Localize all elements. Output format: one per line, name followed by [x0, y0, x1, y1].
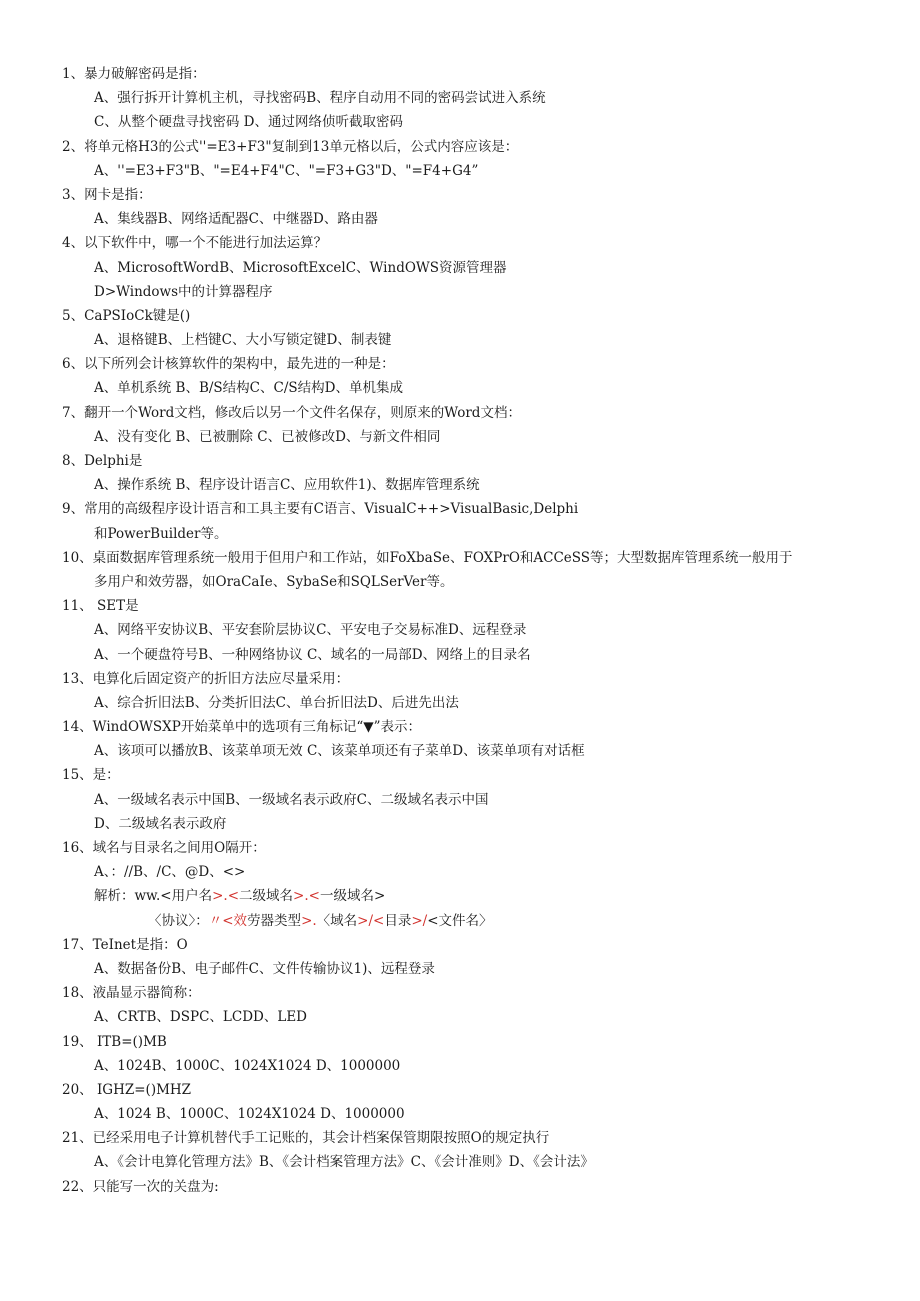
- analysis-line: [62, 884, 852, 908]
- highlight-segment: >/<: [357, 912, 385, 929]
- question-line: 9、常用的高级程序设计语言和工具主要有C语言、VisualC++>VisualBasic,Delphi: [62, 501, 579, 518]
- answer-options-line: A、MicrosoftWordB、MicrosoftExcelC、WindOWS资源管理器: [94, 259, 507, 276]
- answer-options-line: A、CRTB、DSPC、LCDD、LED: [94, 1009, 308, 1026]
- question-line: 10、桌面数据库管理系统一般用于但用户和工作站，如FoXbaSe、FOXPrO和ACCeSS等；大型数据库管理系统一般用于: [62, 549, 793, 566]
- answer-options-line: A、操作系统 B、程序设计语言C、应用软件1)、数据库管理系统: [94, 477, 480, 494]
- text-segment: 〈域名: [316, 912, 358, 929]
- answer-options-line: A、该项可以播放B、该菜单项无效 C、该菜单项还有子菜单D、该菜单项有对话框: [94, 743, 585, 760]
- highlight-segment: >.<: [212, 888, 240, 905]
- question-line: 13、电算化后固定资产的折旧方法应尽量采用：: [62, 670, 350, 687]
- question-line: 5、CaPSIoCk键是(): [62, 307, 191, 324]
- question-line: 15、是：: [62, 767, 120, 784]
- answer-options-line: A、集线器B、网络适配器C、中继器D、路由器: [94, 211, 378, 228]
- answer-options-line: D>Windows中的计算器程序: [94, 283, 273, 300]
- text-segment: 解析：ww.<用户名: [94, 888, 213, 905]
- answer-options-line: C、从整个硬盘寻找密码 D、通过网络侦听截取密码: [94, 114, 403, 131]
- highlight-segment: 〃<效: [208, 912, 248, 929]
- question-line: 1、暴力破解密码是指：: [62, 66, 206, 82]
- text-segment: <文件名〉: [427, 912, 493, 929]
- question-line: 14、WindOWSXP开始菜单中的选项有三角标记“▼”表示：: [62, 719, 422, 736]
- answer-options-line: A、1024 B、1000C、1024X1024 D、1000000: [94, 1106, 405, 1123]
- question-line: 4、以下软件中，哪一个不能进行加法运算？: [62, 235, 328, 252]
- highlight-segment: >.<: [293, 888, 320, 905]
- question-line: 18、液晶显示器简称：: [62, 985, 201, 1002]
- question-line: 21、已经采用电子计算机替代手工记账的，其会计档案保管期限按照O的规定执行: [62, 1130, 550, 1147]
- answer-options-line: A、退格键B、上档键C、大小写锁定键D、制表键: [94, 332, 392, 349]
- text-segment: 二级域名: [239, 888, 294, 905]
- answer-options-line: A、一级域名表示中国B、一级域名表示政府C、二级域名表示中国: [94, 791, 489, 808]
- answer-options-line: A、：//B、/C、@D、<>: [94, 864, 246, 881]
- text-segment: 一级域名>: [319, 888, 386, 905]
- question-line: 19、 ITB=()MB: [62, 1033, 167, 1050]
- question-line: 17、TeInet是指：O: [62, 936, 188, 953]
- highlight-segment: >.: [301, 912, 317, 929]
- question-line: 6、以下所列会计核算软件的架构中，最先进的一种是：: [62, 356, 395, 373]
- answer-options-line: D、二级域名表示政府: [94, 815, 227, 832]
- question-line: 7、翻开一个Word文档，修改后以另一个文件名保存，则原来的Word文档：: [62, 404, 521, 421]
- question-line: 20、 IGHZ=()MHZ: [62, 1081, 192, 1098]
- answer-options-line: A、单机系统 B、B/S结构C、C/S结构D、单机集成: [94, 380, 403, 397]
- text-segment: 〈协议〉：: [148, 912, 209, 929]
- answer-options-line: A、没有变化 B、已被删除 C、已被修改D、与新文件相同: [94, 428, 441, 445]
- text-segment: 目录: [384, 912, 412, 929]
- question-line: 2、将单元格H3的公式''=E3+F3"复制到13单元格以后，公式内容应该是：: [62, 138, 519, 155]
- question-line: 3、网卡是指：: [62, 186, 152, 203]
- answer-options-line: 和PowerBuilder等。: [94, 525, 228, 542]
- question-line: 11、 SET是: [62, 598, 139, 615]
- answer-options-line: A、综合折旧法B、分类折旧法C、单台折旧法D、后进先出法: [94, 694, 459, 711]
- answer-options-line: A、1024B、1000C、1024X1024 D、1000000: [94, 1057, 401, 1074]
- question-line: 16、域名与目录名之间用O隔开：: [62, 840, 266, 856]
- question-line: 22、只能写一次的关盘为:: [62, 1178, 219, 1195]
- question-line: 8、Delphi是: [62, 453, 143, 469]
- answer-options-line: A、一个硬盘符号B、一种网络协议 C、域名的一局部D、网络上的目录名: [94, 646, 531, 663]
- answer-options-line: A、网络平安协议B、平安套阶层协议C、平安电子交易标准D、远程登录: [94, 622, 527, 639]
- text-segment: 劳器类型: [247, 912, 302, 929]
- analysis-line: [62, 909, 852, 933]
- question-list: [62, 62, 852, 1199]
- highlight-segment: >/: [411, 912, 428, 929]
- answer-options-line: 多用户和效劳器，如OraCaIe、SybaSe和SQLSerVer等。: [94, 573, 454, 590]
- answer-options-line: A、《会计电算化管理方法》B、《会计档案管理方法》C、《会计准则》D、《会计法》: [94, 1154, 594, 1171]
- answer-options-line: A、''=E3+F3"B、"=E4+F4"C、"=F3+G3"D、"=F4+G4”: [94, 162, 479, 179]
- answer-options-line: A、强行拆开计算机主机，寻找密码B、程序自动用不同的密码尝试进入系统: [94, 90, 546, 107]
- answer-options-line: A、数据备份B、电子邮件C、文件传输协议1)、远程登录: [94, 960, 435, 977]
